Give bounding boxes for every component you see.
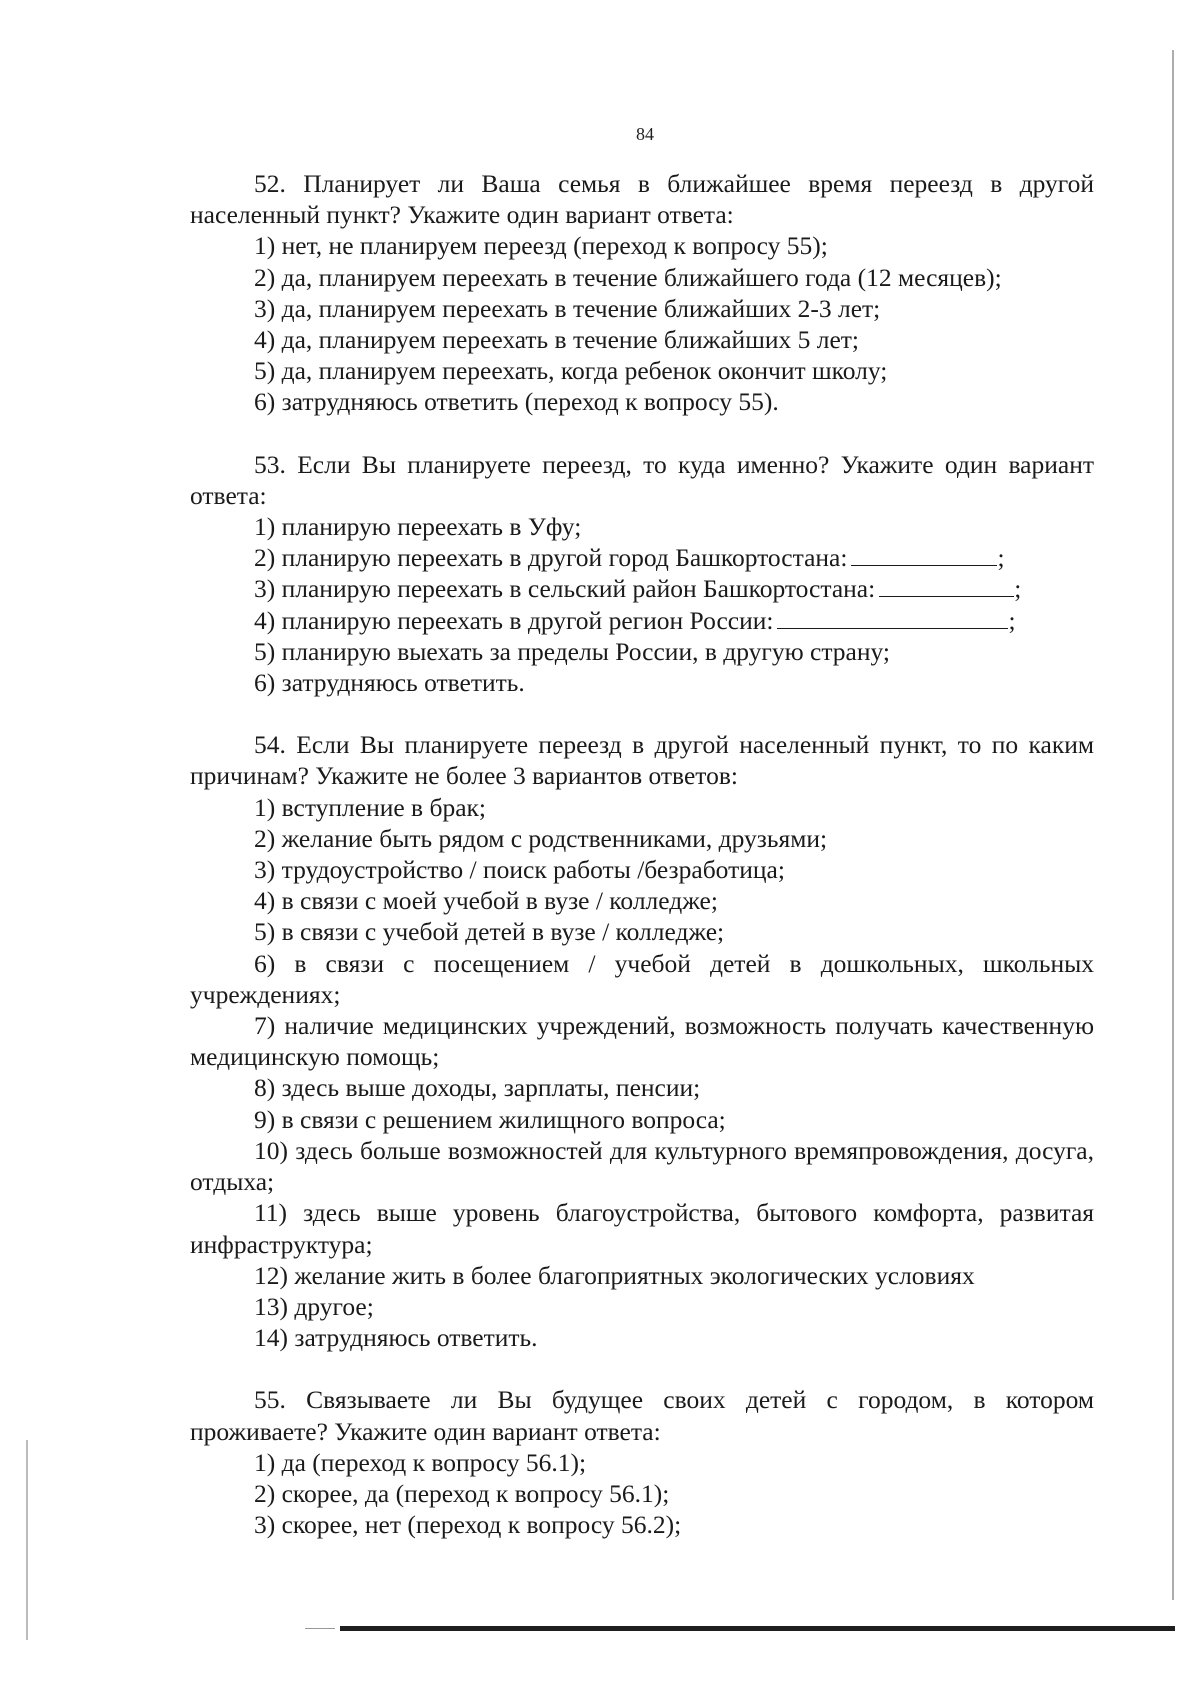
answer-option: 6) в связи с посещением / учебой детей в дошкольных, школьных учреждениях; [190, 948, 1094, 1009]
scan-edge-right [1172, 50, 1174, 1600]
scan-edge-left [26, 1440, 28, 1640]
answer-option: 1) планирую переехать в Уфу; [254, 512, 582, 542]
answer-option: 6) затрудняюсь ответить. [254, 668, 525, 698]
question-54-text: 54. Если Вы планируете переезд в другой населенный пункт, то по каким причинам? Укажите не более 3 вариантов ответов: [190, 730, 1094, 791]
answer-option: 4) в связи с моей учебой в вузе / колледже; [254, 886, 718, 916]
answer-option-with-blank [190, 542, 1094, 573]
fill-in-blank [879, 574, 1014, 597]
answer-option: 2) да, планируем переехать в течение ближайшего года (12 месяцев); [254, 262, 1002, 292]
fill-in-blank [777, 606, 1008, 629]
answer-option: 5) в связи с учебой детей в вузе / колледже; [254, 917, 725, 947]
page-number: 84 [636, 124, 654, 144]
answer-option: 3) да, планируем переехать в течение ближайших 2-3 лет; [254, 293, 881, 323]
blank-suffix: ; [1008, 605, 1016, 635]
question-54 [190, 729, 1094, 1353]
answer-option: 3) скорее, нет (переход к вопросу 56.2); [254, 1510, 682, 1540]
bottom-rule-faint [305, 1628, 335, 1629]
answer-option: 10) здесь больше возможностей для культурного времяпровождения, досуга, отдыха; [190, 1135, 1094, 1197]
fill-in-blank [851, 543, 997, 566]
answer-option-text: 4) планирую переехать в другой регион России: [254, 605, 774, 635]
answer-option: 1) да (переход к вопросу 56.1); [254, 1447, 587, 1477]
answer-option: 2) скорее, да (переход к вопросу 56.1); [254, 1478, 670, 1508]
answer-option: 9) в связи с решением жилищного вопроса; [254, 1104, 726, 1134]
answer-option-with-blank [190, 605, 1094, 636]
questionnaire-content [190, 168, 1094, 1540]
answer-option: 2) желание быть рядом с родственниками, друзьями; [254, 823, 828, 853]
question-52-options [190, 230, 1094, 417]
question-53 [190, 449, 1094, 699]
answer-option: 5) да, планируем переехать, когда ребенок окончит школу; [254, 356, 888, 386]
answer-option-with-blank [190, 573, 1094, 604]
answer-option: 13) другое; [254, 1291, 374, 1321]
question-52 [190, 168, 1094, 418]
blank-suffix: ; [1014, 574, 1022, 604]
answer-option: 8) здесь выше доходы, зарплаты, пенсии; [254, 1073, 701, 1103]
answer-option: 12) желание жить в более благоприятных экологических условиях [254, 1260, 975, 1290]
question-55 [190, 1384, 1094, 1540]
answer-option: 14) затрудняюсь ответить. [254, 1323, 538, 1353]
section-gap [190, 698, 1094, 729]
answer-option: 6) затрудняюсь ответить (переход к вопросу 55). [254, 387, 779, 417]
blank-suffix: ; [997, 543, 1005, 573]
question-55-text: 55. Связываете ли Вы будущее своих детей с городом, в котором проживаете? Укажите один вариант ответа: [190, 1385, 1094, 1446]
answer-option-text: 2) планирую переехать в другой город Башкортостана: [254, 543, 848, 573]
answer-option: 5) планирую выехать за пределы России, в другую страну; [254, 636, 891, 666]
answer-option: 4) да, планируем переехать в течение ближайших 5 лет; [254, 325, 860, 355]
section-gap [190, 418, 1094, 449]
bottom-rule [340, 1626, 1175, 1631]
question-53-text: 53. Если Вы планируете переезд, то куда именно? Укажите один вариант ответа: [190, 449, 1094, 510]
answer-option: 7) наличие медицинских учреждений, возможность получать качественную медицинскую помощь; [190, 1011, 1094, 1072]
answer-option: 3) трудоустройство / поиск работы /безработица; [254, 855, 785, 885]
question-53-options [190, 511, 1094, 698]
answer-option-text: 3) планирую переехать в сельский район Башкортостана: [254, 574, 876, 604]
answer-option: 11) здесь выше уровень благоустройства, бытового комфорта, развитая инфраструктура; [190, 1198, 1094, 1259]
answer-option: 1) нет, не планируем переезд (переход к вопросу 55); [254, 231, 828, 261]
section-gap [190, 1353, 1094, 1384]
question-55-options [190, 1447, 1094, 1541]
answer-option: 1) вступление в брак; [254, 792, 486, 822]
question-52-text: 52. Планирует ли Ваша семья в ближайшее время переезд в другой населенный пункт? Укажите один вариант ответа: [190, 169, 1094, 230]
question-54-options [190, 792, 1094, 1354]
